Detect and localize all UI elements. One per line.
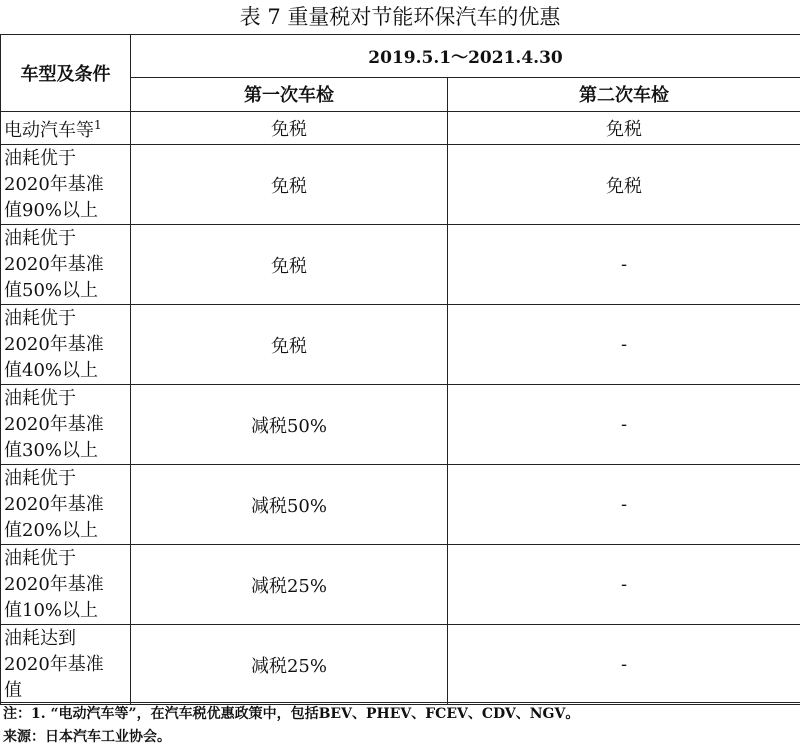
condition-cell <box>1 385 131 465</box>
footnote: 注：1. “电动汽车等”，在汽车税优惠政策中，包括BEV、PHEV、FCEV、CDV、NGV。 <box>0 703 800 726</box>
first-inspection-cell: 减税25% <box>131 625 448 705</box>
first-inspection-cell: 免税 <box>131 145 448 225</box>
condition-line: 值40%以上 <box>4 358 130 384</box>
condition-line: 2020年基准 <box>4 572 130 598</box>
condition-line: 油耗优于 <box>4 466 130 492</box>
first-inspection-cell: 减税50% <box>131 385 448 465</box>
second-inspection-cell: - <box>448 625 800 705</box>
condition-line: 值10%以上 <box>4 598 130 624</box>
condition-line: 2020年基准 <box>4 252 130 278</box>
table-title: 表 7 重量税对节能环保汽车的优惠 <box>0 0 800 34</box>
condition-cell <box>1 465 131 545</box>
condition-cell <box>1 112 131 145</box>
second-inspection-cell: 免税 <box>448 112 800 145</box>
second-inspection-cell: - <box>448 545 800 625</box>
second-inspection-cell: - <box>448 305 800 385</box>
first-inspection-header: 第一次车检 <box>131 77 448 111</box>
period-header: 2019.5.1～2021.4.30 <box>131 35 800 78</box>
table-row <box>1 385 800 465</box>
condition-text: 电动汽车等 <box>4 120 94 141</box>
table-row <box>1 545 800 625</box>
second-inspection-cell: - <box>448 385 800 465</box>
table-row <box>1 305 800 385</box>
condition-line: 油耗优于 <box>4 146 130 172</box>
condition-line: 2020年基准 <box>4 492 130 518</box>
second-inspection-cell: 免税 <box>448 145 800 225</box>
condition-cell <box>1 145 131 225</box>
condition-line: 值50%以上 <box>4 278 130 304</box>
condition-line: 油耗达到 <box>4 626 130 652</box>
notes-section <box>0 702 800 750</box>
table-row <box>1 145 800 225</box>
second-inspection-cell: - <box>448 465 800 545</box>
condition-line: 值20%以上 <box>4 518 130 544</box>
condition-line: 2020年基准 <box>4 332 130 358</box>
condition-header: 车型及条件 <box>1 35 131 112</box>
condition-line: 油耗优于 <box>4 386 130 412</box>
table-row <box>1 465 800 545</box>
table-row <box>1 225 800 305</box>
condition-line: 2020年基准 <box>4 652 130 678</box>
condition-line: 2020年基准 <box>4 412 130 438</box>
condition-line: 值90%以上 <box>4 198 130 224</box>
condition-cell <box>1 545 131 625</box>
condition-line: 值30%以上 <box>4 438 130 464</box>
condition-cell <box>1 305 131 385</box>
table-row <box>1 112 800 145</box>
condition-line: 2020年基准 <box>4 172 130 198</box>
first-inspection-cell: 免税 <box>131 112 448 145</box>
condition-line: 值 <box>4 678 130 704</box>
tax-table <box>0 34 800 705</box>
second-inspection-header: 第二次车检 <box>448 77 800 111</box>
first-inspection-cell: 免税 <box>131 305 448 385</box>
condition-line: 油耗优于 <box>4 546 130 572</box>
condition-cell <box>1 225 131 305</box>
first-inspection-cell: 减税25% <box>131 545 448 625</box>
condition-line: 油耗优于 <box>4 226 130 252</box>
condition-cell <box>1 625 131 705</box>
source-note: 来源：日本汽车工业协会。 <box>0 726 800 749</box>
first-inspection-cell: 免税 <box>131 225 448 305</box>
first-inspection-cell: 减税50% <box>131 465 448 545</box>
second-inspection-cell: - <box>448 225 800 305</box>
footnote-marker: 1 <box>94 118 102 132</box>
table-row <box>1 625 800 705</box>
condition-line: 油耗优于 <box>4 306 130 332</box>
